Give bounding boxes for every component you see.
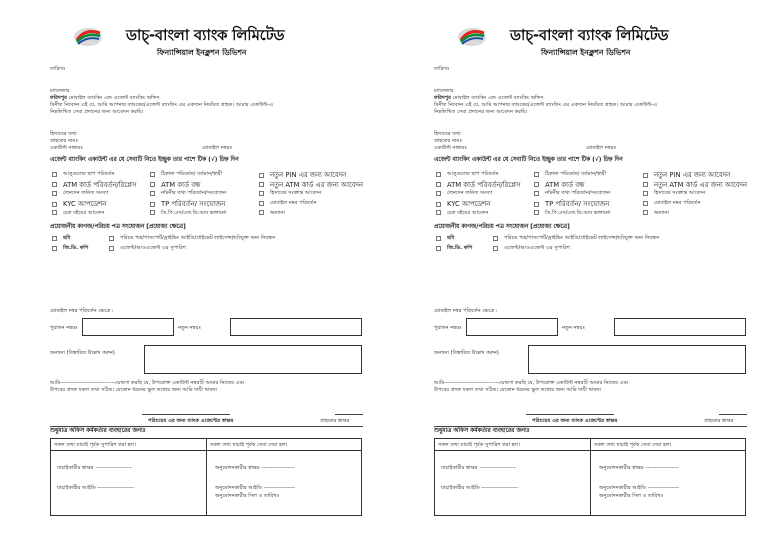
checkbox[interactable] xyxy=(534,210,539,215)
customer-name-field[interactable]: গ্রাহকের নামঃ xyxy=(50,138,79,144)
checkbox[interactable] xyxy=(259,210,264,215)
service-label: হিসাবের সংক্রান্ত আবেদন xyxy=(654,190,706,197)
service-option[interactable] xyxy=(643,171,730,179)
other-details-input[interactable] xyxy=(528,345,746,374)
service-label: TP পরিবর্তন/ সংযোজন xyxy=(161,200,226,209)
service-option[interactable] xyxy=(436,200,490,208)
service-label: চেক বইয়ের আবেদন xyxy=(447,209,489,216)
service-option[interactable] xyxy=(534,171,606,177)
service-label: অন্যান্য xyxy=(654,209,669,216)
divider xyxy=(50,426,363,427)
services-title: এজেন্ট ব্যাংকিং একাউন্ট এর যে সেবাটি নিতে ইচ্ছুক তার পাশে টিক (√) চিহ্ন দিন xyxy=(434,157,623,163)
approver-signature[interactable]: অনুমোদনকারীর স্বাক্ষর ------------------ xyxy=(215,465,295,471)
verifier-signature[interactable]: যাচাইকারীর স্বাক্ষর -------------------- xyxy=(441,465,516,471)
agent-signature-label: পরিচয়ের এর জন্য ব্যাংক এজেন্টের স্বাক্ষর xyxy=(148,418,234,424)
service-label: ATM কার্ড পরিবর্তন/রিপ্লেস xyxy=(447,180,521,189)
checkbox[interactable] xyxy=(534,191,539,196)
service-option[interactable] xyxy=(259,210,285,216)
document-label: ছবি xyxy=(63,235,71,241)
old-number-label: পুরাতন নম্বরঃ xyxy=(434,325,462,331)
branch-name: ফরিদপুর xyxy=(434,95,451,101)
other-details-label: অন্যান্য (বিস্তারিত উল্লেখ করুন) xyxy=(434,350,499,356)
checkbox[interactable] xyxy=(436,182,441,187)
service-label: ATM কার্ড বন্ধ xyxy=(545,180,585,189)
document-label: ছবি xyxy=(447,235,455,241)
office-name: মোবাইল ব্যাংকিং এন্ড এজেন্ট ব্যাংকিং অফিস xyxy=(450,95,544,101)
service-label: নতুন PIN এর জন্য আবেদন xyxy=(270,171,347,179)
service-label: KYC আপডেশন xyxy=(447,200,491,209)
checkbox[interactable] xyxy=(150,202,155,207)
application-form-right xyxy=(384,0,768,543)
checkbox[interactable] xyxy=(52,210,57,215)
checkbox[interactable] xyxy=(109,246,114,251)
service-option[interactable] xyxy=(52,210,105,216)
checkbox[interactable] xyxy=(436,246,441,251)
service-option[interactable] xyxy=(150,171,222,177)
checkbox[interactable] xyxy=(259,173,264,178)
office-right-header: সকল তথ্য যাচাই পূর্বক সেবা দেয়া হল। xyxy=(594,442,672,448)
office-use-title: শুধুমাত্র অফিস কর্মকর্তার ব্যবহারের জন্যঃ xyxy=(434,428,530,434)
service-option[interactable] xyxy=(436,181,520,189)
service-option[interactable] xyxy=(52,190,108,196)
document-label: জি.ডি. কপি xyxy=(63,245,89,251)
checkbox[interactable] xyxy=(436,172,441,177)
checkbox[interactable] xyxy=(643,182,648,187)
checkbox[interactable] xyxy=(259,201,264,206)
declaration-line-1: আমি------------------------------ঘোষণা করছি যে, উপরোক্ত একাউন্ট নম্বরটি আমার নিজের এবং xyxy=(434,380,629,386)
service-option[interactable] xyxy=(259,200,317,206)
office-right-header: সকল তথ্য যাচাই পূর্বক সেবা দেয়া হল। xyxy=(210,442,288,448)
service-label: মোবাইল নম্বর পরিবর্তন xyxy=(654,200,701,207)
service-label: ডি.পি.এস/এফ.ডি.আর ভাঙ্গানো xyxy=(545,209,611,216)
document-desc: এজেন্ট/আওএজেন্ট এর সুপারিশ xyxy=(504,245,570,251)
service-option[interactable] xyxy=(643,181,747,189)
customer-signature-label: গ্রাহকের স্বাক্ষর xyxy=(320,418,350,424)
old-number-input[interactable] xyxy=(466,318,558,336)
approver-signature[interactable]: অনুমোদনকারীর স্বাক্ষর ------------------ xyxy=(599,465,679,471)
approver-id[interactable]: অনুমোদনকারীর আইডি ----------------- xyxy=(599,485,679,491)
checkbox[interactable] xyxy=(150,210,155,215)
addressee-branch xyxy=(434,95,544,101)
service-label: অন্যান্য xyxy=(270,209,285,216)
service-label: ডি.পি.এস/এফ.ডি.আর ভাঙ্গানো xyxy=(161,209,227,216)
service-label: ঠিকানা পরিবর্তন/ বর্তমান/স্থায়ী xyxy=(545,171,607,177)
checkbox[interactable] xyxy=(259,182,264,187)
old-number-label: পুরাতন নম্বরঃ xyxy=(50,325,78,331)
bank-logo xyxy=(457,27,487,47)
mobile-number-field[interactable]: মোবাইল নম্বরঃ xyxy=(202,145,233,151)
service-label: নতুন ATM কার্ড এর জন্য আবেদন xyxy=(654,180,747,189)
document-photo[interactable] xyxy=(52,235,275,241)
service-label: নতুন PIN এর জন্য আবেদন xyxy=(654,171,731,179)
service-option[interactable] xyxy=(52,181,136,189)
bank-name: ডাচ্-বাংলা ব্যাংক লিমিটেড xyxy=(126,26,285,44)
document-desc: পরিচয় পত্র/পাসপোর্ট/ড্রাইভিং আইডি/প্রাইভেট লাইসেন্স/ছবিযুক্ত অন্য নিবন্ধন xyxy=(120,235,276,241)
account-number-field[interactable]: একাউন্ট নাম্বারঃ xyxy=(434,145,468,151)
service-option[interactable] xyxy=(259,171,346,179)
service-option[interactable] xyxy=(150,181,200,189)
service-option[interactable] xyxy=(436,210,489,216)
account-number-field[interactable]: একাউন্ট নাম্বারঃ xyxy=(50,145,84,151)
document-photo[interactable] xyxy=(436,235,659,241)
old-number-input[interactable] xyxy=(82,318,174,336)
office-left-header: সকল তথ্য যাচাই পূর্বক সুপারিশ করা হল। xyxy=(54,442,136,448)
checkbox[interactable] xyxy=(534,172,539,177)
customer-signature-line xyxy=(719,414,747,415)
other-details-input[interactable] xyxy=(144,345,362,374)
account-info-title: হিসাবের তথ্য xyxy=(434,131,461,137)
division-name: ফিন্যান্সিয়াল ইনক্লুশন ডিভিশন xyxy=(541,48,631,57)
service-label: ATM কার্ড বন্ধ xyxy=(161,180,201,189)
service-option[interactable] xyxy=(534,200,609,208)
declaration-line-2: উপরের প্রদত্ত সকল তথ্য সঠিক। যেকোন ধরনের ভুল তথ্যের জন্য আমি দায়ী থাকব। xyxy=(434,387,602,393)
checkbox[interactable] xyxy=(52,172,57,177)
service-option[interactable] xyxy=(643,210,669,216)
new-number-input[interactable] xyxy=(230,318,362,336)
checkbox[interactable] xyxy=(52,246,57,251)
mobile-change-title: মোবাইল নম্বর পরিবর্তন ক্ষেত্রে : xyxy=(50,308,114,314)
verifier-signature[interactable]: যাচাইকারীর স্বাক্ষর -------------------- xyxy=(57,465,132,471)
service-option[interactable] xyxy=(52,200,106,208)
service-option[interactable] xyxy=(643,190,705,196)
office-use-title: শুধুমাত্র অফিস কর্মকর্তার ব্যবহারের জন্যঃ xyxy=(50,428,146,434)
customer-signature-label: গ্রাহকের স্বাক্ষর xyxy=(704,418,734,424)
documents-title: প্রয়োজনীয় কাগজ/পরিচয় পত্র সংযোজন [প্রযোজ্য ক্ষেত্রে] xyxy=(434,224,570,230)
service-option[interactable] xyxy=(259,181,363,189)
request-text: বিনীত নিবেদন এই যে, আমি আপনার ব্যাংকের/এজেন্ট ব্যাংকিং এর একজন নিয়মিত গ্রাহক। আমার একাউন্ট-এ xyxy=(50,102,273,108)
checkbox[interactable] xyxy=(493,246,498,251)
agent-signature-line xyxy=(142,414,230,415)
addressee-title: ম্যানেজার xyxy=(50,88,70,94)
services-title: এজেন্ট ব্যাংকিং একাউন্ট এর যে সেবাটি নিতে ইচ্ছুক তার পাশে টিক (√) চিহ্ন দিন xyxy=(50,157,239,163)
document-gd-copy[interactable] xyxy=(436,245,570,251)
service-label: লেনদেন জনিত সমস্যা xyxy=(63,190,109,197)
branch-name: ফরিদপুর xyxy=(50,95,67,101)
service-label: হিসাবের সংক্রান্ত আবেদন xyxy=(270,190,322,197)
service-label: আঙ্গুলের ছাপ পরিবর্তন xyxy=(447,171,499,177)
service-label: লেনদেন জনিত সমস্যা xyxy=(447,190,493,197)
service-option[interactable] xyxy=(534,181,584,189)
service-option[interactable] xyxy=(534,190,610,196)
service-label: ATM কার্ড পরিবর্তন/রিপ্লেস xyxy=(63,180,137,189)
service-option[interactable] xyxy=(259,190,321,196)
service-label: চেক বইয়ের আবেদন xyxy=(63,209,105,216)
checkbox[interactable] xyxy=(150,182,155,187)
office-use-box xyxy=(50,438,362,516)
office-use-box xyxy=(434,438,746,516)
bank-logo xyxy=(73,27,103,47)
checkbox[interactable] xyxy=(52,182,57,187)
request-text-2: নিম্নলিখিত সেবা প্রদানের জন্য আবেদন করছি। xyxy=(434,109,528,115)
service-option[interactable] xyxy=(150,190,226,196)
mobile-change-title: মোবাইল নম্বর পরিবর্তন ক্ষেত্রে : xyxy=(434,308,498,314)
checkbox[interactable] xyxy=(493,236,498,241)
checkbox[interactable] xyxy=(643,173,648,178)
checkbox[interactable] xyxy=(52,191,57,196)
new-number-input[interactable] xyxy=(614,318,746,336)
service-label: নতুন ATM কার্ড এর জন্য আবেদন xyxy=(270,180,363,189)
agent-signature-line xyxy=(526,414,614,415)
document-desc: এজেন্ট/আওএজেন্ট এর সুপারিশ xyxy=(120,245,186,251)
office-name: মোবাইল ব্যাংকিং এন্ড এজেন্ট ব্যাংকিং অফিস xyxy=(66,95,160,101)
checkbox[interactable] xyxy=(534,202,539,207)
declaration-line-2: উপরের প্রদত্ত সকল তথ্য সঠিক। যেকোন ধরনের ভুল তথ্যের জন্য আমি দায়ী থাকব। xyxy=(50,387,218,393)
checkbox[interactable] xyxy=(52,236,57,241)
service-label: TP পরিবর্তন/ সংযোজন xyxy=(545,200,610,209)
bank-name: ডাচ্-বাংলা ব্যাংক লিমিটেড xyxy=(510,26,669,44)
checkbox[interactable] xyxy=(150,191,155,196)
verifier-id[interactable]: যাচাইকারীর আইডি -------------------- xyxy=(441,485,519,491)
declaration-line-1: আমি------------------------------ঘোষণা করছি যে, উপরোক্ত একাউন্ট নম্বরটি আমার নিজের এবং xyxy=(50,380,245,386)
service-option[interactable] xyxy=(436,171,499,177)
checkbox[interactable] xyxy=(150,172,155,177)
request-text-2: নিম্নলিখিত সেবা প্রদানের জন্য আবেদন করছি। xyxy=(50,109,144,115)
service-label: আঙ্গুলের ছাপ পরিবর্তন xyxy=(63,171,115,177)
approver-seal-date[interactable]: অনুমোদনকারীর সিল ও তারিখঃ xyxy=(599,493,664,499)
service-label: নমিনীর তথ্য পরিবর্তন/সংযোজন xyxy=(545,190,611,197)
service-label: KYC আপডেশন xyxy=(63,200,107,209)
service-option[interactable] xyxy=(150,200,225,208)
checkbox[interactable] xyxy=(436,210,441,215)
date-label: তারিখঃ xyxy=(434,66,450,72)
other-details-label: অন্যান্য (বিস্তারিত উল্লেখ করুন) xyxy=(50,350,115,356)
checkbox[interactable] xyxy=(643,201,648,206)
checkbox[interactable] xyxy=(643,210,648,215)
division-name: ফিন্যান্সিয়াল ইনক্লুশন ডিভিশন xyxy=(157,48,247,57)
documents-title: প্রয়োজনীয় কাগজ/পরিচয় পত্র সংযোজন [প্রযোজ্য ক্ষেত্রে] xyxy=(50,224,186,230)
checkbox[interactable] xyxy=(436,202,441,207)
checkbox[interactable] xyxy=(436,236,441,241)
service-label: মোবাইল নম্বর পরিবর্তন xyxy=(270,200,317,207)
customer-name-field[interactable]: গ্রাহকের নামঃ xyxy=(434,138,463,144)
mobile-number-field[interactable]: মোবাইল নম্বরঃ xyxy=(586,145,617,151)
service-label: ঠিকানা পরিবর্তন/ বর্তমান/স্থায়ী xyxy=(161,171,223,177)
date-label: তারিখঃ xyxy=(50,66,66,72)
document-gd-copy[interactable] xyxy=(52,245,186,251)
document-desc: পরিচয় পত্র/পাসপোর্ট/ড্রাইভিং আইডি/প্রাইভেট লাইসেন্স/ছবিযুক্ত অন্য নিবন্ধন xyxy=(504,235,660,241)
agent-signature-label: পরিচয়ের এর জন্য ব্যাংক এজেন্টের স্বাক্ষর xyxy=(532,418,618,424)
service-label: নমিনীর তথ্য পরিবর্তন/সংযোজন xyxy=(161,190,227,197)
service-option[interactable] xyxy=(534,210,610,216)
service-option[interactable] xyxy=(52,171,115,177)
account-info-title: হিসাবের তথ্য xyxy=(50,131,77,137)
checkbox[interactable] xyxy=(52,202,57,207)
office-left-header: সকল তথ্য যাচাই পূর্বক সুপারিশ করা হল। xyxy=(438,442,520,448)
addressee-title: ম্যানেজার xyxy=(434,88,454,94)
approver-seal-date[interactable]: অনুমোদনকারীর সিল ও তারিখঃ xyxy=(215,493,280,499)
new-number-label: নতুন নম্বরঃ xyxy=(562,325,586,331)
verifier-id[interactable]: যাচাইকারীর আইডি -------------------- xyxy=(57,485,135,491)
service-option[interactable] xyxy=(150,210,226,216)
service-option[interactable] xyxy=(436,190,492,196)
addressee-branch xyxy=(50,95,160,101)
divider xyxy=(434,426,747,427)
request-text: বিনীত নিবেদন এই যে, আমি আপনার ব্যাংকের/এজেন্ট ব্যাংকিং এর একজন নিয়মিত গ্রাহক। আমার একাউন্ট-এ xyxy=(434,102,657,108)
checkbox[interactable] xyxy=(259,191,264,196)
document-label: জি.ডি. কপি xyxy=(447,245,473,251)
checkbox[interactable] xyxy=(109,236,114,241)
customer-signature-line xyxy=(335,414,363,415)
new-number-label: নতুন নম্বরঃ xyxy=(178,325,202,331)
checkbox[interactable] xyxy=(643,191,648,196)
service-option[interactable] xyxy=(643,200,701,206)
checkbox[interactable] xyxy=(534,182,539,187)
approver-id[interactable]: অনুমোদনকারীর আইডি ----------------- xyxy=(215,485,295,491)
checkbox[interactable] xyxy=(436,191,441,196)
